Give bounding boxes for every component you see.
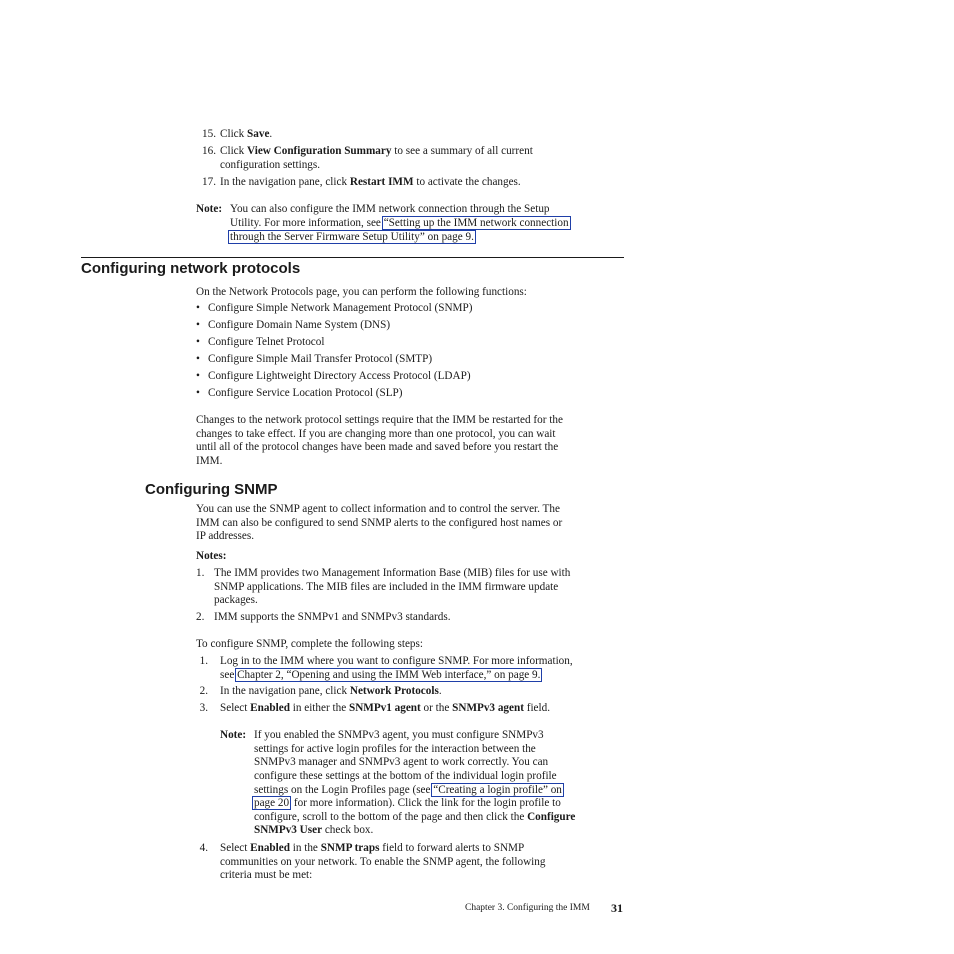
step-text: Click xyxy=(220,128,248,140)
step-text: configuration settings. xyxy=(220,158,321,171)
login-profile-link-cont[interactable]: page 20 xyxy=(254,797,290,809)
bullet-glyph: • xyxy=(196,302,200,314)
note-line: configure, scroll to the bottom of the page and then click the xyxy=(254,811,528,823)
step-text: Log in to the IMM where you want to configure SNMP. For more information, xyxy=(220,655,573,667)
step-number: 17. xyxy=(202,176,216,188)
step-text: Click xyxy=(220,145,248,157)
snmp-intro-paragraph xyxy=(196,503,562,544)
step-text: see xyxy=(220,668,238,681)
notes-list xyxy=(196,567,626,628)
list-item xyxy=(196,370,626,387)
note-line: check box. xyxy=(322,824,374,836)
step-2 xyxy=(196,685,636,702)
paragraph-line: changes to take effect. If you are changing more than one protocol, you can wait xyxy=(196,427,556,440)
section-heading: Configuring network protocols xyxy=(81,260,301,277)
note-line: on the Login Profiles page (see xyxy=(288,784,434,796)
list-item xyxy=(196,567,626,611)
step-3 xyxy=(196,702,636,729)
note-line: IMM supports the SNMPv1 and SNMPv3 standards. xyxy=(214,611,451,623)
note-line: If you enabled the SNMPv3 agent, you must configure SNMPv3 xyxy=(254,729,544,741)
list-item xyxy=(196,302,626,319)
note-line: SNMPv3 manager and SNMPv3 agent to work correctly. You can xyxy=(254,756,549,768)
list-item-text: Configure Service Location Protocol (SLP) xyxy=(208,387,403,399)
note-line: You can also configure the IMM network connection through the Setup xyxy=(230,203,550,215)
notes-label-text: Notes: xyxy=(196,550,227,562)
list-item xyxy=(196,319,626,336)
login-profile-link[interactable]: “Creating a login profile” on xyxy=(433,784,562,796)
step-text: or the xyxy=(420,702,453,714)
setup-utility-link[interactable]: “Setting up the IMM network connection xyxy=(383,217,569,229)
step-text: to see a summary of all current xyxy=(391,145,533,157)
chapter-2-link[interactable]: Chapter 2, “Opening and using the IMM Web interface,” on page 9. xyxy=(237,668,541,681)
list-item xyxy=(196,353,626,370)
list-item-text: Configure Simple Mail Transfer Protocol (SMTP) xyxy=(208,353,433,365)
step-15 xyxy=(196,128,626,145)
paragraph-line: You can use the SNMP agent to collect information and to control the server. The xyxy=(196,503,560,515)
note-line: The IMM provides two Management Information Base (MIB) files for use with xyxy=(214,567,571,579)
list-item xyxy=(196,336,626,353)
note-line: settings xyxy=(254,784,289,796)
step-text: field to forward alerts to SNMP xyxy=(379,842,525,854)
note-line xyxy=(230,231,476,245)
step-number: 2. xyxy=(199,685,208,697)
note-label: Note: xyxy=(220,729,247,741)
note-line xyxy=(254,797,561,811)
note-line xyxy=(254,824,373,838)
list-item-text: Configure Domain Name System (DNS) xyxy=(208,319,391,331)
note-line: settings for active login profiles for the interaction between the xyxy=(254,743,536,755)
note-line: for more information). Click the link for the login profile to xyxy=(291,797,561,809)
ui-term: Enabled xyxy=(250,842,290,854)
step-text: in the xyxy=(289,842,321,854)
note-line xyxy=(254,811,575,825)
note-number: 2. xyxy=(196,611,205,623)
list-item-text: Configure Telnet Protocol xyxy=(208,336,325,348)
ui-term: SNMP traps xyxy=(320,842,380,854)
paragraph-line: until all of the protocol changes have been made and saved before you restart the xyxy=(196,441,559,454)
restart-paragraph xyxy=(196,414,563,468)
bullet-glyph: • xyxy=(196,336,200,348)
section-rule xyxy=(81,257,624,258)
note-line: Utility. For more information, see xyxy=(230,217,384,229)
note-text xyxy=(230,203,550,217)
step-text: . xyxy=(269,128,273,140)
subsection-heading: Configuring SNMP xyxy=(145,481,278,498)
bullet-glyph: • xyxy=(196,353,200,365)
ui-term: View Configuration Summary xyxy=(247,145,392,157)
notes-label xyxy=(196,550,226,564)
setup-utility-link-cont[interactable]: through the Server Firmware Setup Utility” on page 9. xyxy=(230,231,474,243)
step-text: to activate the changes. xyxy=(413,176,521,188)
paragraph-line: IMM. xyxy=(196,454,223,467)
note-line: packages. xyxy=(214,594,258,607)
step-text: In the navigation pane, click xyxy=(220,176,350,188)
function-bullet-list xyxy=(196,302,626,404)
footer-chapter: Chapter 3. Configuring the IMM xyxy=(465,903,590,913)
note-line: SNMP applications. The MIB files are included in the IMM firmware update xyxy=(214,580,559,593)
step-17 xyxy=(196,176,626,193)
step-number: 3. xyxy=(199,702,208,714)
note-line xyxy=(230,217,571,231)
bullet-glyph: • xyxy=(196,319,200,331)
ui-term: SNMPv1 agent xyxy=(348,702,421,714)
note-label: Note: xyxy=(196,203,223,215)
step-text: Select xyxy=(220,842,251,854)
ui-term: Save xyxy=(247,128,270,140)
paragraph-line: Changes to the network protocol settings require that the IMM be restarted for the xyxy=(196,414,563,426)
ui-term: Network Protocols xyxy=(349,685,439,697)
bullet-glyph: • xyxy=(196,387,200,399)
step-number: 1. xyxy=(199,655,208,667)
step-text: communities on your network. To enable the SNMP agent, the following xyxy=(220,855,546,868)
step-text: . xyxy=(438,685,442,697)
step-text: field. xyxy=(523,702,551,714)
note-number: 1. xyxy=(196,567,205,579)
ui-term: SNMPv3 agent xyxy=(452,702,524,714)
snmp-steps xyxy=(196,655,636,729)
step-number: 16. xyxy=(202,145,216,157)
paragraph-line: IP addresses. xyxy=(196,530,254,543)
list-item xyxy=(196,611,626,628)
ui-term: Restart IMM xyxy=(349,176,414,188)
note-line: configure these settings at the bottom of the individual login profile xyxy=(254,770,557,782)
step-number: 15. xyxy=(202,128,216,140)
note-line xyxy=(254,784,564,798)
step-text: criteria must be met: xyxy=(220,869,313,882)
step-text: Select xyxy=(220,702,251,714)
step-number: 4. xyxy=(199,842,208,854)
paragraph-line: IMM can also be configured to send SNMP alerts to the configured host names or xyxy=(196,516,563,529)
steps-intro: To configure SNMP, complete the following steps: xyxy=(196,638,423,650)
bullet-glyph: • xyxy=(196,370,200,382)
ui-term: Enabled xyxy=(250,702,290,714)
list-item-text: Configure Simple Network Management Protocol (SNMP) xyxy=(208,302,473,314)
step-list-top xyxy=(196,128,626,193)
list-item-text: Configure Lightweight Directory Access Protocol (LDAP) xyxy=(208,370,471,382)
ui-term: Configure xyxy=(527,811,576,823)
section-intro: On the Network Protocols page, you can perform the following functions: xyxy=(196,286,527,298)
list-item xyxy=(196,387,626,404)
page-number: 31 xyxy=(611,901,623,915)
step-1 xyxy=(196,655,636,685)
step-text: in either the xyxy=(289,702,349,714)
step-text: In the navigation pane, click xyxy=(220,685,350,697)
ui-term: SNMPv3 User xyxy=(254,824,323,836)
step-16 xyxy=(196,145,626,176)
